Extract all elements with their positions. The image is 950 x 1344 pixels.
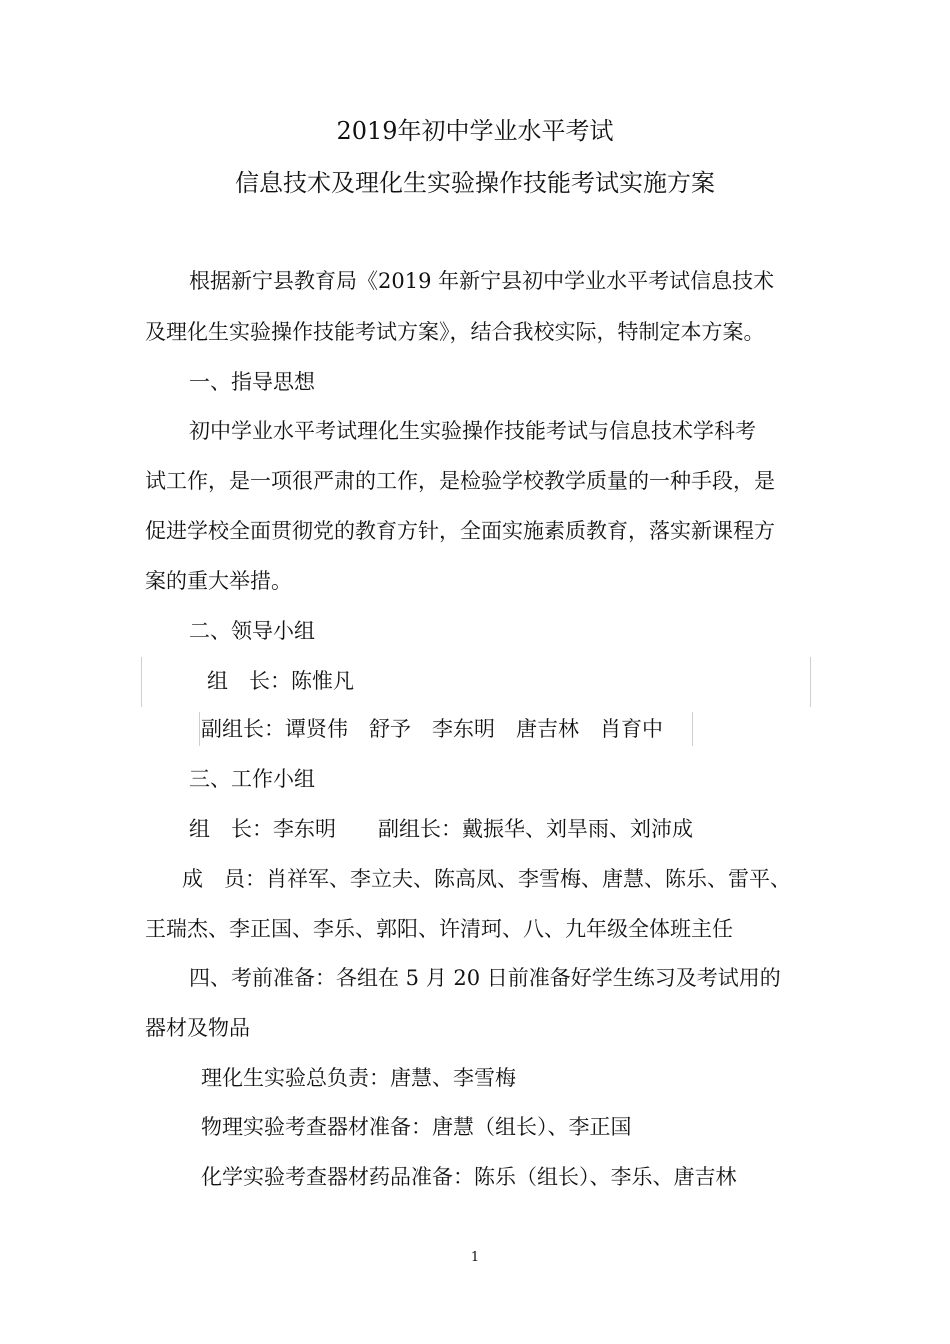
section4-line-1: 四、考前准备：各组在 5 月 20 日前准备好学生练习及考试用的 (189, 966, 781, 990)
leader-line: 组 长：陈惟凡 (207, 669, 354, 693)
page-number: 1 (470, 1250, 480, 1265)
document-title-line1: 2019年初中学业水平考试 (336, 117, 614, 145)
section3-heading: 三、工作小组 (189, 767, 315, 791)
deputy-line: 副组长：谭贤伟 舒予 李东明 唐吉林 肖育中 (201, 717, 663, 741)
section1-line-1: 初中学业水平考试理化生实验操作技能考试与信息技术学科考 (189, 419, 756, 443)
section1-line-4: 案的重大举措。 (145, 569, 292, 593)
prep-line-3: 化学实验考查器材药品准备：陈乐（组长）、李乐、唐吉林 (201, 1165, 737, 1189)
section2-heading: 二、领导小组 (189, 619, 315, 643)
intro-line-1: 根据新宁县教育局《2019 年新宁县初中学业水平考试信息技术 (189, 269, 775, 293)
section1-line-3: 促进学校全面贯彻党的教育方针，全面实施素质教育，落实新课程方 (145, 519, 775, 543)
members-line-1: 成 员：肖祥军、李立夫、陈高凤、李雪梅、唐慧、陈乐、雷平、 (182, 867, 791, 891)
intro-line-2: 及理化生实验操作技能考试方案》，结合我校实际，特制定本方案。 (145, 320, 765, 344)
section1-heading: 一、指导思想 (189, 370, 315, 394)
section1-line-2: 试工作，是一项很严肃的工作，是检验学校教学质量的一种手段，是 (145, 469, 775, 493)
members-line-2: 王瑞杰、李正国、李乐、郭阳、许清珂、八、九年级全体班主任 (145, 917, 733, 941)
prep-line-2: 物理实验考查器材准备：唐慧（组长）、李正国 (201, 1115, 632, 1139)
work-leader-line: 组 长：李东明 副组长：戴振华、刘旱雨、刘沛成 (189, 817, 693, 841)
document-title-line2: 信息技术及理化生实验操作技能考试实施方案 (235, 169, 715, 197)
section4-line-2: 器材及物品 (145, 1016, 250, 1040)
prep-line-1: 理化生实验总负责：唐慧、李雪梅 (201, 1066, 516, 1090)
